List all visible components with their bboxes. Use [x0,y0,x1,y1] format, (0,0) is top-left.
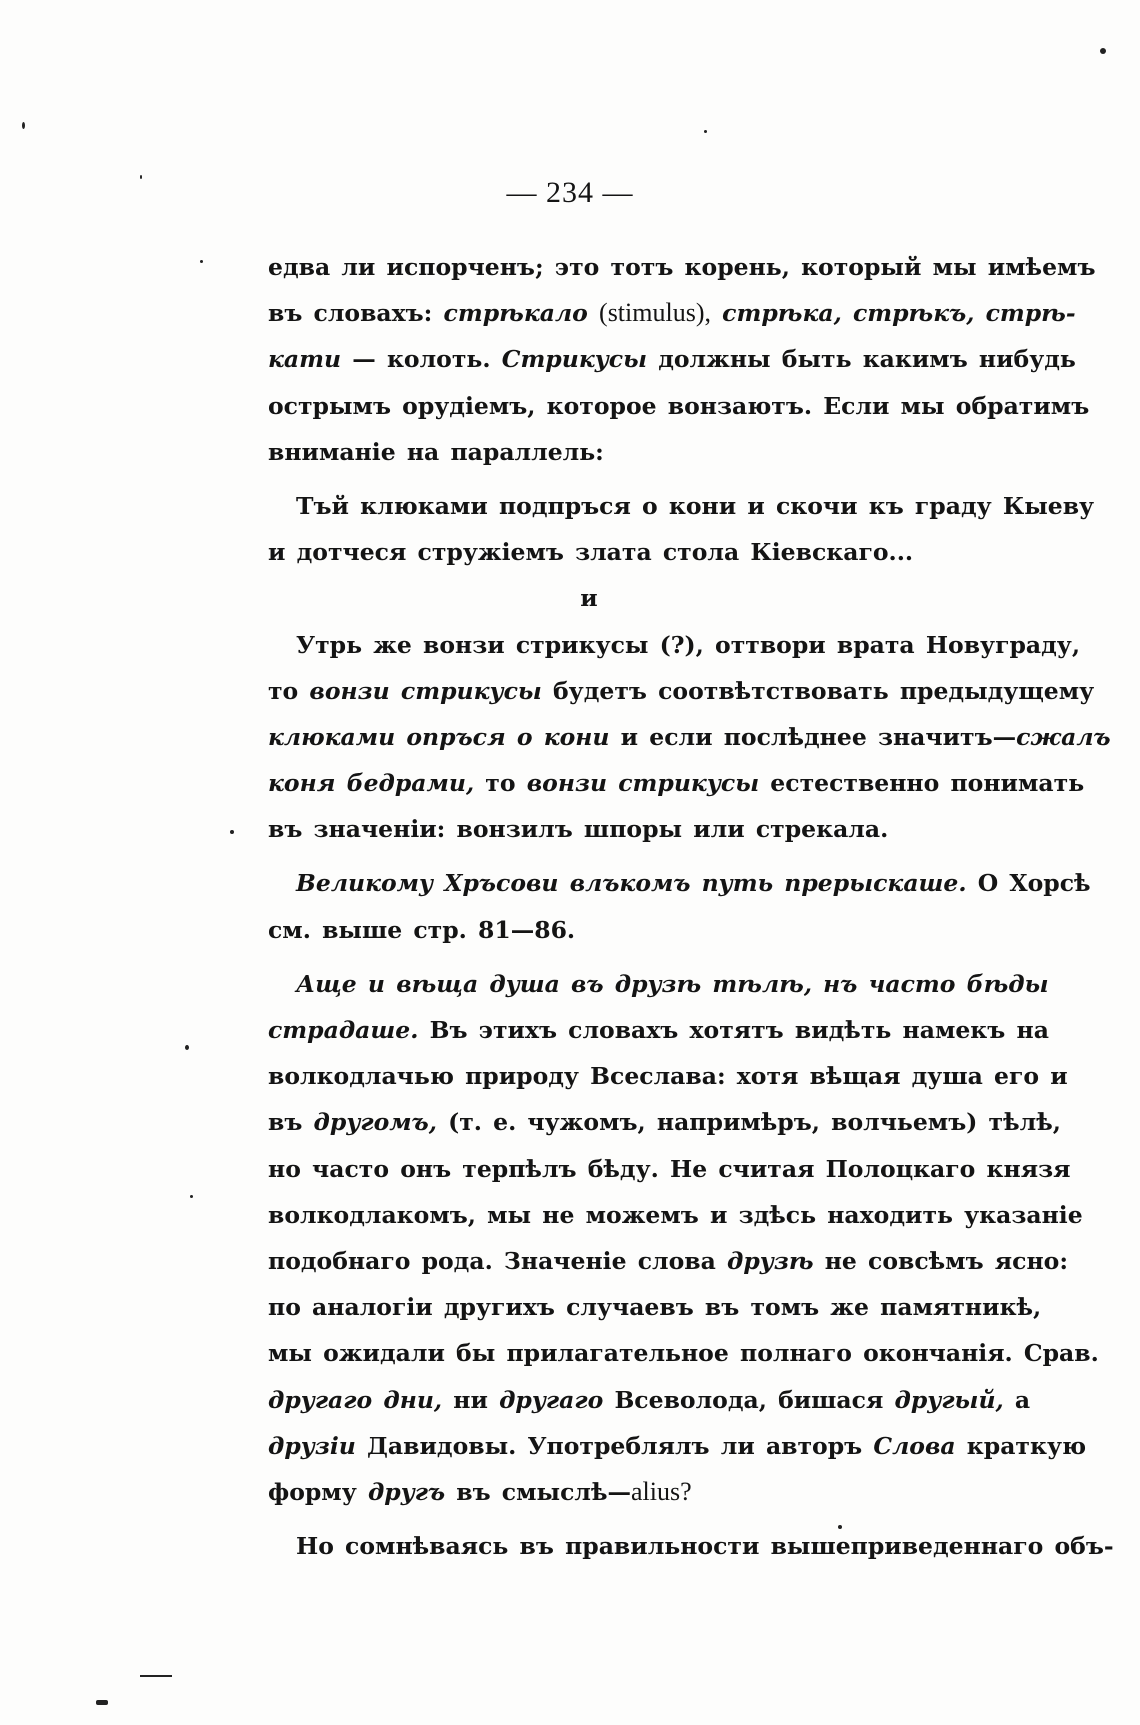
scan-speck [704,130,707,133]
italic-word: другаго [499,1385,604,1414]
text-span: въ значеніи: вонзилъ шпоры или стрекала. [268,815,889,844]
text-line [268,429,1020,475]
text-span: естественно понимать [759,769,1085,798]
quote-line [268,622,1081,668]
scan-speck [185,1045,189,1050]
text-line [268,961,1049,1007]
text-line [268,1423,1087,1469]
italic-word: страдаше. [268,1016,419,1044]
text-line [268,1238,1069,1284]
text-span: ни [442,1385,500,1414]
text-span: Но сомнѣваясь въ правильности вышеприведеннаго объ- [296,1532,1114,1561]
italic-word: сжалъ [1016,722,1111,751]
scan-speck [1100,48,1106,54]
text-line [268,383,1090,429]
paragraph-gap [268,953,1020,961]
latin-word: alius? [630,1476,692,1506]
quote-line [268,483,1095,529]
text-line [268,1377,1031,1423]
scan-speck [96,1700,108,1705]
italic-word: другаго дни, [268,1385,443,1414]
text-span: Давидовы. Употреблялъ ли авторъ [355,1431,874,1460]
italic-word: вонзи стрикусы [526,769,760,798]
text-span: см. выше стр. 81—86. [268,915,576,944]
text-line [268,1146,1071,1192]
text-line [268,1330,1099,1376]
text-line [268,1284,1042,1330]
text-span: подобнаго рода. Значеніе слова [268,1246,728,1275]
text-span: форму [268,1477,368,1506]
text-span: то [268,676,310,705]
text-line [268,1007,1049,1053]
text-line [268,860,1091,906]
text-span: мы ожидали бы прилагательное полнаго окончанія. Срав. [268,1339,1099,1368]
text-line [268,1053,1068,1099]
text-span: Тъй клюками подпръся о кони и скочи къ граду Кыеву [296,491,1095,520]
text-line [268,336,1076,382]
text-span: будетъ соотвѣтствовать предыдущему [541,676,1095,705]
text-span: О Хорсѣ [966,869,1091,898]
scan-speck [22,122,25,129]
scan-speck [838,1525,842,1529]
italic-word: клюками опръся о кони [268,722,610,751]
scan-speck [230,830,234,834]
text-span: то [474,769,527,798]
text-span: по аналогіи другихъ случаевъ въ томъ же памятникѣ, [268,1293,1042,1322]
italic-word: другый, [894,1385,1004,1414]
text-line [268,290,1076,336]
text-span: вниманіе на параллель: [268,437,604,466]
text-span: не совсѣмъ ясно: [813,1246,1069,1275]
text-line [268,1099,1061,1145]
paragraph-gap [268,1515,1020,1523]
conjunction-line [268,575,1020,621]
text-span: волкодлакомъ, мы не можемъ и здѣсь находить указаніе [268,1200,1083,1229]
italic-word: Слова [873,1431,956,1460]
scan-speck [140,175,142,179]
text-span: но часто онъ терпѣлъ бѣду. Не считая Полоцкаго князя [268,1154,1071,1183]
text-span: въ [268,1108,314,1137]
italic-word: другомъ, [313,1108,437,1137]
scan-mark [140,1675,172,1677]
italic-word: стрѣка, стрѣкъ, стрѣ- [722,299,1076,328]
page-number: — 234 — [506,176,634,209]
text-span: Утрь же вонзи стрикусы (?), оттвори врата Новуграду, [296,630,1081,659]
italic-word: Аще и вѣща душа въ друзѣ тѣлѣ, нъ часто бѣды [296,969,1049,998]
text-span: (т. е. чужомъ, напримѣръ, волчьемъ) тѣлѣ, [436,1108,1061,1137]
text-line [268,244,1096,290]
text-span: должны быть какимъ нибудь [647,345,1076,374]
text-span: волкодлачью природу Всеслава: хотя вѣщая душа его и [268,1062,1068,1091]
paragraph-gap [268,475,1020,483]
text-span: и [580,584,598,613]
italic-word: друзѣ [727,1246,814,1275]
text-span: едва ли испорченъ; это тотъ корень, который мы имѣемъ [268,253,1096,281]
text-span: и если послѣднее значитъ— [609,722,1017,751]
scan-speck [200,260,203,263]
text-span: — колоть. [341,345,502,374]
text-span: Всеволода, бишася [603,1385,895,1414]
latin-word: (stimulus), [599,298,711,328]
text-line [268,668,1095,714]
text-line [268,714,1111,760]
text-line [268,760,1085,806]
italic-word: друзіи [268,1431,356,1460]
italic-word: Великому Хръсови влъкомъ путь прерыскаше. [296,869,967,898]
text-span: а [1003,1385,1031,1414]
italic-word: вонзи стрикусы [309,676,542,705]
text-span: въ смыслѣ— [445,1477,631,1506]
body-text [268,244,1114,1569]
italic-word: стрѣкало [443,299,588,328]
text-span: Въ этихъ словахъ хотятъ видѣть намекъ на [418,1016,1049,1044]
scan-speck [190,1195,193,1198]
italic-word: кати [268,345,342,374]
italic-word: коня бедрами, [268,769,475,798]
text-line [268,1469,1020,1515]
quote-line [268,529,1020,575]
text-line [268,1523,1114,1569]
text-line [268,806,1020,852]
italic-word: Стрикусы [501,345,648,374]
italic-word: другъ [367,1477,446,1506]
text-span: острымъ орудіемъ, которое вонзаютъ. Если мы обратимъ [268,391,1090,420]
paragraph-gap [268,852,1020,860]
text-span: въ словахъ: [268,299,444,328]
text-line [268,1192,1083,1238]
text-span: краткую [955,1431,1087,1460]
text-line [268,907,1020,953]
text-span: и дотчеся стружіемъ злата стола Кіевскаго... [268,538,914,567]
